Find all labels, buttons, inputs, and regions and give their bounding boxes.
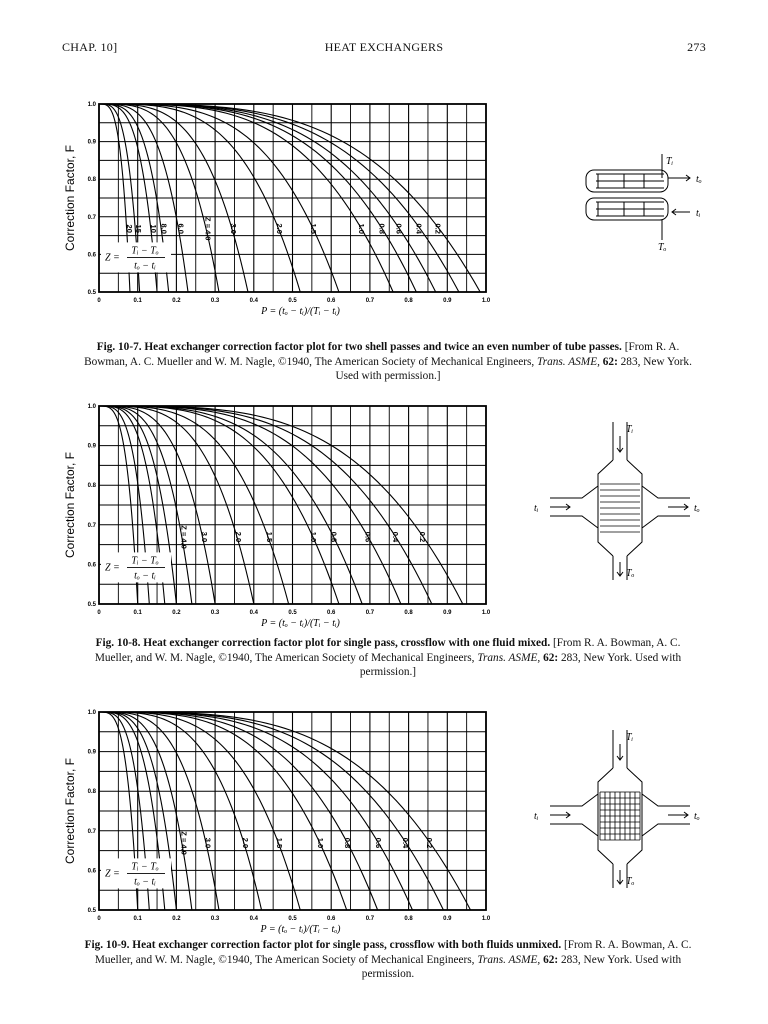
tube-bundle [596, 202, 664, 216]
x-tick-label: 0.6 [327, 298, 336, 304]
x-tick-label: 0.7 [365, 298, 375, 304]
label-to: tₒ [694, 503, 700, 514]
caption-10-7 [78, 340, 698, 384]
x-tick-label: 0.8 [404, 298, 413, 304]
curve-label: 1.5 [309, 223, 319, 234]
x-tick-label: 0.6 [327, 610, 336, 616]
curve-label: 0.2 [433, 223, 443, 234]
y-tick-label: 0.8 [87, 177, 96, 184]
x-tick-label: 0.5 [288, 916, 297, 922]
curve-label: 8.0 [159, 223, 169, 234]
y-tick-label: 0.7 [87, 214, 96, 221]
curve-label: 0.6 [394, 223, 404, 234]
z-formula-lhs: Z = [105, 252, 120, 264]
inlet-arrow [617, 436, 623, 452]
curve-label: 0.4 [390, 531, 400, 543]
page-number: 273 [687, 40, 706, 54]
curve-label: 1.5 [264, 531, 274, 543]
caption-journal: Trans. ASME, [537, 355, 600, 368]
correction-factor-plot-10-7 [54, 96, 504, 316]
label-to: tₒ [694, 811, 700, 822]
outlet-arrow [617, 870, 623, 884]
y-tick-label: 0.5 [87, 908, 96, 914]
curve-label: 3.0 [203, 837, 213, 849]
y-tick-label: 0.9 [87, 443, 96, 450]
curve-label: 2.0 [275, 223, 285, 234]
caption-source-end: 283, New York. Used with permission.] [359, 651, 682, 678]
label-to: tₒ [696, 174, 702, 185]
caption-source-end: 283, New York. Used with permission.] [335, 355, 692, 382]
curve-label: 10 [149, 224, 159, 233]
curve-label: 20 [125, 224, 135, 233]
left-flow-arrow [550, 504, 570, 510]
caption-label: Fig. 10-8. [95, 637, 141, 649]
inlet-arrow [617, 744, 623, 760]
caption-source: [From R. A. Bowman, A. C. Mueller, and W. M. Nagle, ©1940, The American Society of Mechanical Engineers, [94, 939, 692, 966]
caption-volume: 62: [543, 651, 559, 664]
label-To: Tₒ [658, 242, 667, 253]
caption-10-8 [78, 636, 698, 680]
right-flow-arrow [668, 812, 688, 818]
x-tick-label: 0.4 [249, 610, 258, 616]
caption-volume: 62: [543, 953, 559, 966]
z-formula-numerator: Tᵢ − Tₒ [131, 861, 159, 873]
y-tick-label: 0.6 [87, 868, 96, 875]
label-ti: tᵢ [696, 208, 701, 219]
label-ti: tᵢ [534, 503, 539, 514]
y-axis-label: Correction Factor, F [63, 451, 77, 559]
label-Ti: Tᵢ [666, 156, 674, 167]
curve-label: 0.8 [377, 223, 387, 234]
y-tick-label: 1.0 [87, 710, 96, 716]
x-tick-label: 0.3 [210, 610, 220, 616]
y-tick-label: 0.8 [87, 789, 96, 796]
y-tick-label: 1.0 [87, 404, 96, 410]
x-tick-label: 0 [97, 298, 101, 304]
x-tick-label: 0.9 [443, 298, 452, 304]
curve-label: 0.6 [373, 837, 383, 849]
y-axis-label: Correction Factor, F [63, 144, 77, 252]
label-To: Tₒ [626, 568, 635, 579]
left-flow-arrow [550, 812, 570, 818]
curve-label: 0.2 [418, 531, 428, 543]
x-tick-label: 1.0 [481, 610, 491, 616]
curve-label: Z = 4.0 [179, 525, 189, 549]
x-tick-label: 0.4 [249, 916, 258, 922]
running-title: HEAT EXCHANGERS [324, 40, 444, 54]
x-tick-label: 1.0 [481, 298, 491, 304]
caption-source: [From R. A. Bowman, A. C. Mueller, and W. M. Nagle, ©1940, The American Society of Mechanical Engineers, [94, 637, 681, 664]
tube-inlet-arrow [672, 209, 690, 215]
tube-core [600, 484, 640, 532]
correction-factor-plot-10-9 [54, 704, 504, 934]
z-formula-numerator: Tᵢ − Tₒ [131, 245, 159, 257]
curve-label: 3.0 [229, 223, 239, 234]
z-formula-denominator: tₒ − tᵢ [134, 260, 156, 272]
y-tick-label: 0.9 [87, 749, 96, 756]
x-tick-label: 0.9 [443, 916, 452, 922]
curve-label: 1.5 [275, 837, 285, 849]
schematic-crossflow-mixed [520, 412, 720, 582]
right-flow-arrow [668, 504, 688, 510]
y-tick-label: 1.0 [87, 102, 96, 108]
x-tick-label: 0.2 [172, 916, 181, 922]
x-tick-label: 0.4 [249, 298, 258, 304]
curve-label: Z = 4.0 [203, 216, 213, 241]
curve-label: 0.4 [401, 837, 411, 849]
y-tick-label: 0.8 [87, 483, 96, 490]
outlet-arrow [617, 562, 623, 576]
curve-label: 3.0 [200, 531, 210, 543]
y-axis-label: Correction Factor, F [63, 757, 77, 865]
z-formula-lhs: Z = [105, 868, 120, 880]
label-Ti: Tᵢ [626, 424, 634, 435]
x-tick-label: 0.5 [288, 610, 297, 616]
x-tick-label: 0.1 [133, 298, 142, 304]
x-tick-label: 0.2 [172, 610, 181, 616]
chapter-label: CHAP. 10] [62, 40, 118, 54]
curve-label: 0.2 [424, 837, 434, 849]
z-formula-denominator: tₒ − tᵢ [134, 570, 156, 582]
curve-label: 2.0 [234, 531, 244, 543]
y-tick-label: 0.5 [87, 290, 96, 296]
tube-outlet-arrow [668, 175, 690, 181]
curve-label: 0.6 [363, 531, 373, 543]
y-tick-label: 0.6 [87, 252, 96, 259]
x-tick-label: 0.3 [210, 298, 220, 304]
x-tick-label: 0.5 [288, 298, 297, 304]
curve-label: 6.0 [176, 223, 186, 234]
x-tick-label: 0.7 [365, 916, 375, 922]
curve-label: 0.4 [414, 223, 424, 234]
caption-label: Fig. 10-9. [84, 939, 130, 951]
x-tick-label: 0.3 [210, 916, 220, 922]
x-axis-label: P = (tₒ − tᵢ)/(Tᵢ − tᵢ) [261, 618, 340, 628]
curve-label: 1.0 [356, 223, 366, 234]
caption-source: [From R. A. Bowman, A. C. Mueller and W. M. Nagle, ©1940, The American Society of Mechanical Engineers, [84, 341, 680, 368]
tube-grid-core [600, 792, 640, 840]
y-tick-label: 0.6 [87, 562, 96, 569]
x-tick-label: 0.9 [443, 610, 452, 616]
caption-journal: Trans. ASME, [477, 953, 541, 966]
z-formula-denominator: tₒ − tᵢ [134, 876, 156, 888]
x-tick-label: 0.2 [172, 298, 181, 304]
schematic-crossflow-unmixed [520, 720, 720, 890]
y-tick-label: 0.5 [87, 602, 96, 608]
caption-title: Heat exchanger correction factor plot for single pass, crossflow with both fluids unmixed. [132, 939, 562, 951]
y-tick-label: 0.7 [87, 522, 96, 529]
caption-volume: 62: [602, 355, 618, 368]
x-tick-label: 0 [97, 610, 101, 616]
correction-factor-plot-10-8 [54, 398, 504, 628]
curve-label: 0.8 [343, 837, 353, 849]
y-tick-label: 0.7 [87, 828, 96, 835]
curve-label: 0.8 [329, 531, 339, 543]
label-ti: tᵢ [534, 811, 539, 822]
x-axis-label: P = (tₒ − tᵢ)/(Tᵢ − tₒ) [260, 924, 341, 934]
z-formula-numerator: Tᵢ − Tₒ [131, 555, 159, 567]
schematic-two-shell [574, 150, 734, 260]
x-tick-label: 0.1 [133, 610, 142, 616]
caption-title: Heat exchanger correction factor plot for two shell passes and twice an even number of tube passes. [144, 341, 622, 353]
x-tick-label: 0.1 [133, 916, 142, 922]
caption-source-end: 283, New York. Used with permission. [361, 953, 682, 980]
x-tick-label: 0.7 [365, 610, 375, 616]
x-tick-label: 0.8 [404, 610, 413, 616]
curve-label: Z = 4.0 [179, 831, 189, 855]
x-tick-label: 0.8 [404, 916, 413, 922]
caption-title: Heat exchanger correction factor plot for single pass, crossflow with one fluid mixed. [143, 637, 551, 649]
x-tick-label: 1.0 [481, 916, 491, 922]
curve-label: 1.0 [309, 531, 319, 543]
x-tick-label: 0 [97, 916, 101, 922]
curve-label: 15 [133, 224, 143, 233]
label-To: Tₒ [626, 876, 635, 887]
x-axis-label: P = (tₒ − tᵢ)/(Tᵢ − tᵢ) [261, 306, 340, 316]
z-formula-lhs: Z = [105, 562, 120, 574]
caption-10-9 [78, 938, 698, 982]
curve-label: 2.0 [241, 837, 250, 849]
x-tick-label: 0.6 [327, 916, 336, 922]
label-Ti: Tᵢ [626, 732, 634, 743]
curve-label: 1.0 [316, 837, 325, 849]
caption-journal: Trans. ASME, [477, 651, 541, 664]
caption-label: Fig. 10-7. [96, 341, 142, 353]
y-tick-label: 0.9 [87, 139, 96, 146]
tube-bundle [596, 174, 664, 188]
